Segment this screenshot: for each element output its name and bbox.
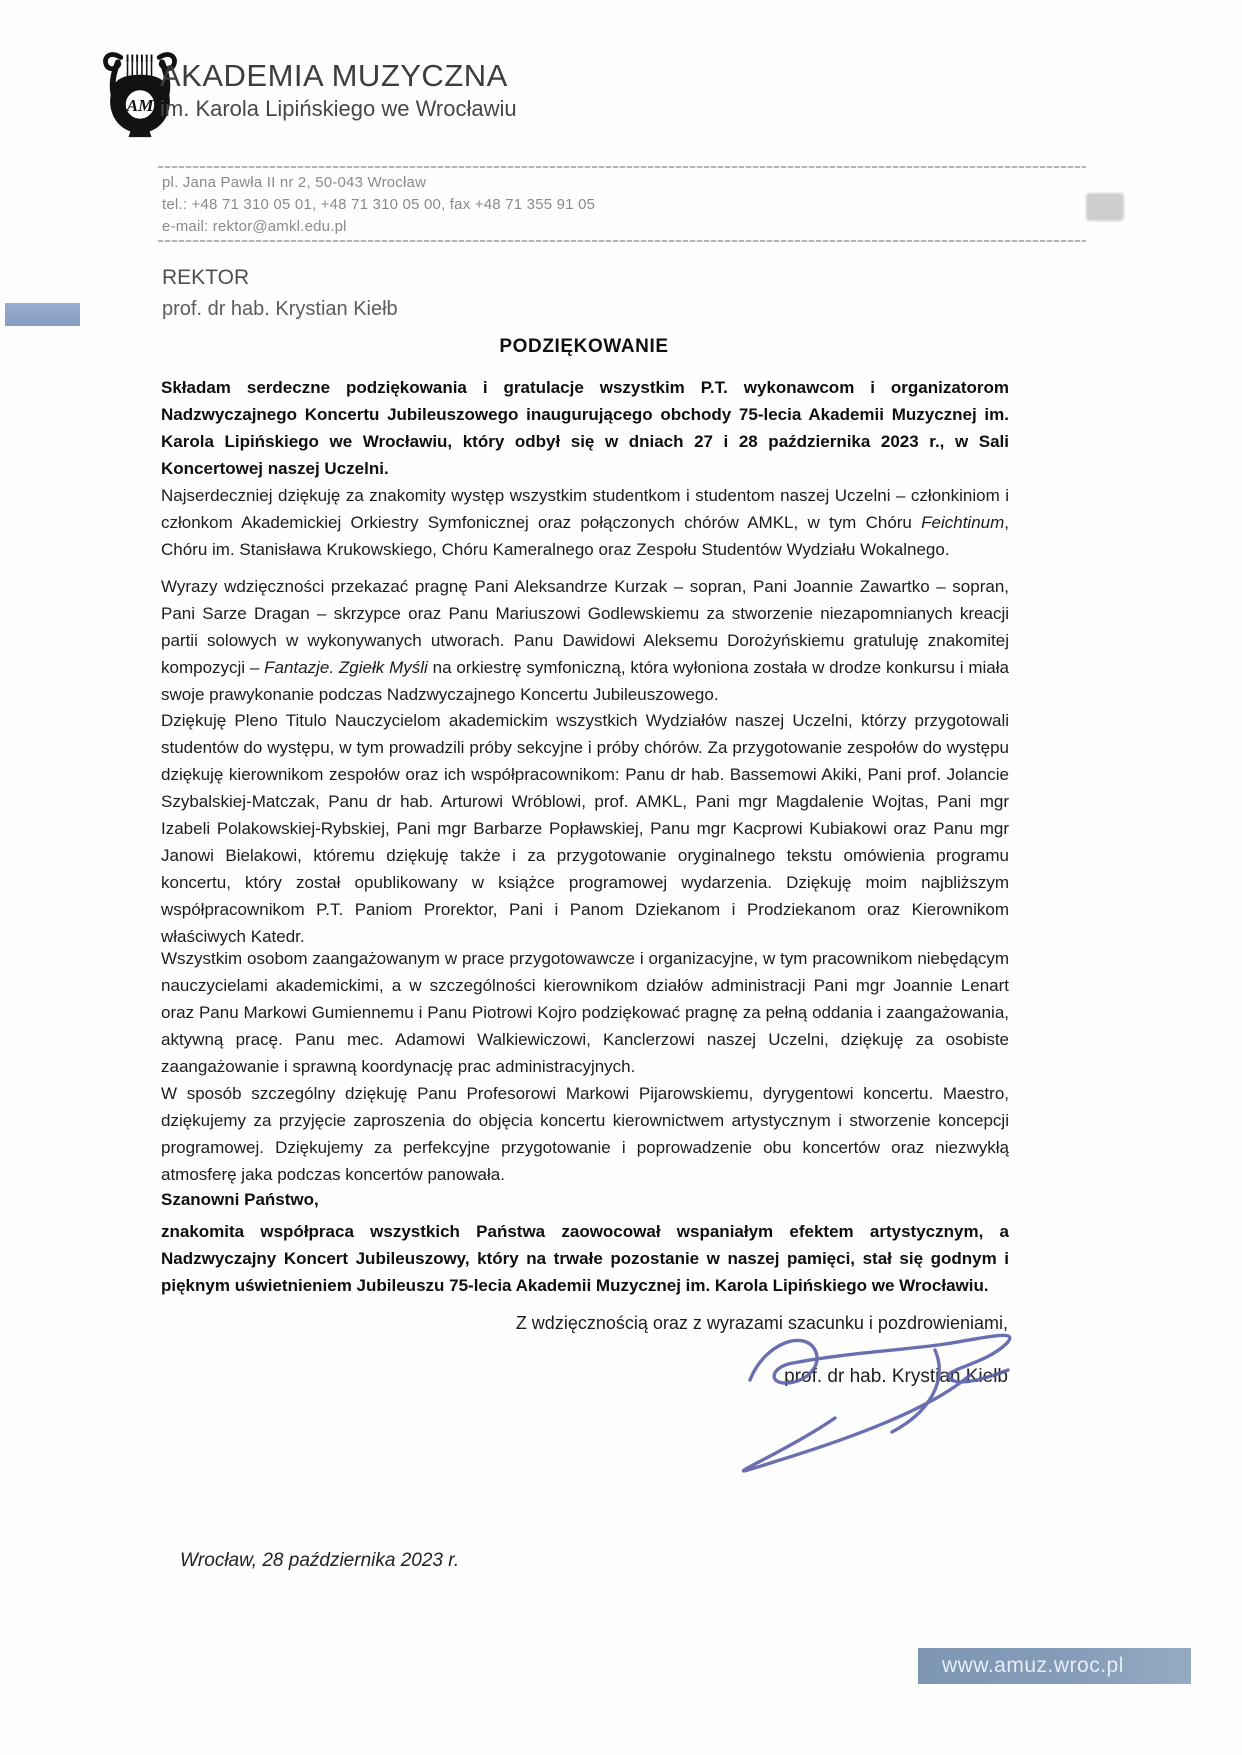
address-line: pl. Jana Pawła II nr 2, 50-043 Wrocław xyxy=(162,174,427,191)
signer-name: prof. dr hab. Krystian Kiełb xyxy=(784,1366,1008,1387)
scan-artifact-blue-bar xyxy=(5,303,80,326)
logo-monogram: AM xyxy=(126,96,154,116)
sender-role: REKTOR xyxy=(162,266,250,289)
paragraph-3 xyxy=(161,573,1009,708)
paragraph-2-text-a: Najserdeczniej dziękuję za znakomity występ wszystkim studentkom i studentom naszej Uczelni – członkiniom i członkom Akademickiej Orkiestry Symfonicznej oraz połączonych chórów AMKL, w tym Chóru xyxy=(161,486,1009,532)
paragraph-5: Wszystkim osobom zaangażowanym w prace przygotowawcze i organizacyjne, w tym pracownikom niebędącym nauczycielami akademickimi, a w szczególności kierownikom działów administracji Pani mgr Joannie Lenart oraz Panu Markowi Gumiennemu i Panu Piotrowi Kojro podziękować pragnę za pełną oddania i zaangażowania, aktywną pracę. Panu mec. Adamowi Walkiewiczowi, Kanclerzowi naszej Uczelni, dziękuję za osobiste zaangażowanie i sprawną koordynację prac administracyjnych. xyxy=(161,949,1009,1076)
header-divider-bottom xyxy=(158,240,1086,242)
sender-name: prof. dr hab. Krystian Kiełb xyxy=(162,298,398,320)
valediction: Z wdzięcznością oraz z wyrazami szacunku i pozdrowieniami, xyxy=(515,1313,1008,1333)
paragraph-7: znakomita współpraca wszystkich Państwa zaowocował wspaniałym efektem artystycznym, a Nadzwyczajny Koncert Jubileuszowy, który na trwałe pozostanie w naszej pamięci, stał się godnym i pięknym uświetnieniem Jubileuszu 75-lecia Akademii Muzycznej im. Karola Lipińskiego we Wrocławiu. xyxy=(161,1222,1009,1295)
org-subtitle: im. Karola Lipińskiego we Wrocławiu xyxy=(160,96,517,121)
address-block xyxy=(162,172,595,238)
org-name: AKADEMIA MUZYCZNA xyxy=(160,58,508,93)
paragraph-3-italic: Fantazje. Zgiełk Myśli xyxy=(264,658,428,677)
paragraph-3-text-a: Wyrazy wdzięczności przekazać pragnę Pani Aleksandrze Kurzak – sopran, Pani Joannie Zawartko – sopran, Pani Sarze Dragan – skrzypce oraz Panu Mariuszowi Godlewskiemu za stworzenie niezapomnianych kreacji partii solowych w wykonywanych utworach. Panu Dawidowi Aleksemu Dorożyńskiemu gratuluję znakomitej kompozycji – xyxy=(161,577,1009,677)
paragraph-3-text-b: na orkiestrę symfoniczną, która wyłoniona została w drodze konkursu i miała swoje prawykonanie podczas Nadzwyczajnego Koncertu Jubileuszowego. xyxy=(161,658,1009,704)
paragraph-6: W sposób szczególny dziękuję Panu Profesorowi Markowi Pijarowskiemu, dyrygentowi koncertu. Maestro, dziękujemy za przyjęcie zaproszenia do objęcia koncertu kierownictwem artystycznym i stworzenie koncepcji programowej. Dziękujemy za perfekcyjne przygotowanie i poprowadzenie obu koncertów oraz niezwykłą atmosferę jaka podczas koncertów panowała. xyxy=(161,1084,1009,1184)
handwritten-signature xyxy=(630,1320,1060,1485)
footer-website: www.amuz.wroc.pl xyxy=(942,1654,1124,1677)
paragraph-4: Dziękuję Pleno Titulo Nauczycielom akademickim wszystkich Wydziałów naszej Uczelni, którzy przygotowali studentów do występu, w tym prowadzili próby sekcyjne i próby chórów. Za przygotowanie zespołów do występu dziękuję kierownikom zespołów oraz ich współpracownikom: Panu dr hab. Bassemowi Akiki, Pani prof. Jolancie Szybalskiej-Matczak, Panu dr hab. Arturowi Wróblowi, prof. AMKL, Pani mgr Magdalenie Wojtas, Pani mgr Izabeli Polakowskiej-Rybskiej, Pani mgr Barbarze Popławskiej, Panu mgr Kacprowi Kubiakowi oraz Panu mgr Janowi Bielakowi, któremu dziękuję także i za przygotowanie oryginalnego tekstu omówienia programu koncertu, który został opublikowany w książce programowej wydarzenia. Dziękuję moim najbliższym współpracownikom P.T. Paniom Prorektor, Pani i Panom Dziekanom i Prodziekanom oraz Kierownikom właściwych Katedr. xyxy=(161,711,1009,946)
scan-artifact-gray xyxy=(1086,193,1124,221)
email-line: e-mail: rektor@amkl.edu.pl xyxy=(162,218,347,235)
header-divider-top xyxy=(158,166,1086,168)
footer-website-bar xyxy=(918,1648,1191,1684)
place-and-date: Wrocław, 28 października 2023 r. xyxy=(180,1550,460,1571)
paragraph-1: Składam serdeczne podziękowania i gratulacje wszystkim P.T. wykonawcom i organizatorom Nadzwyczajnego Koncertu Jubileuszowego inaugurującego obchody 75-lecia Akademii Muzycznej im. Karola Lipińskiego we Wrocławiu, który odbył się w dniach 27 i 28 października 2023 r., w Sali Koncertowej naszej Uczelni. xyxy=(161,378,1009,478)
paragraph-2 xyxy=(161,482,1009,563)
phone-fax-line: tel.: +48 71 310 05 01, +48 71 310 05 00, fax +48 71 355 91 05 xyxy=(162,196,596,213)
paragraph-2-italic: Feichtinum xyxy=(921,513,1005,532)
paragraph-2-text-b: , Chóru im. Stanisława Krukowskiego, Chóru Kameralnego oraz Zespołu Studentów Wydziału Wokalnego. xyxy=(161,513,1009,559)
salutation: Szanowni Państwo, xyxy=(161,1190,319,1209)
letter-title: PODZIĘKOWANIE xyxy=(499,336,669,357)
